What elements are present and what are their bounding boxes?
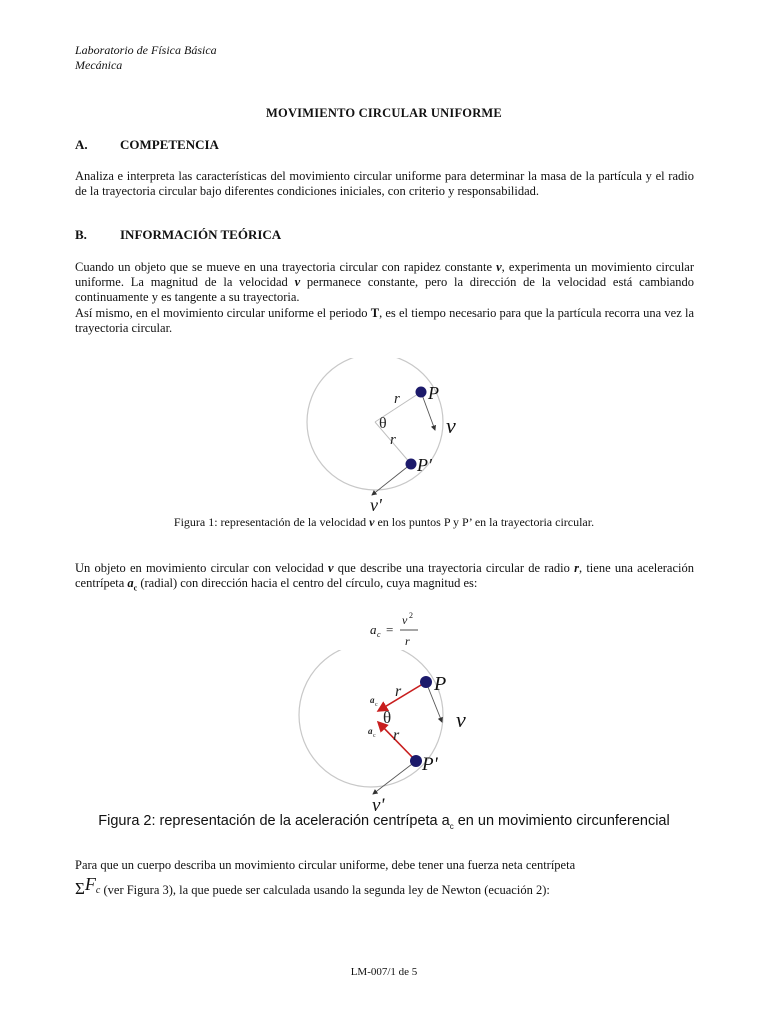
ac-label-1-sub: c (375, 702, 378, 708)
angle-theta-label-2: θ (383, 708, 392, 727)
eq-numerator-sup: 2 (409, 611, 413, 620)
p1-text-b: , experimenta un movimiento circular uniforme. La magnitud de la velocidad (75, 260, 695, 289)
velocity-label-vp: v' (370, 495, 382, 515)
point-p-label: P (428, 383, 439, 403)
header-line-2: Mecánica (75, 58, 123, 72)
section-b-paragraph-2 (75, 306, 694, 336)
point-p-label-2: P (434, 673, 447, 695)
radius-label-2: r (390, 432, 396, 448)
p1-text-a: Cuando un objeto que se mueve en una trayectoria circular con rapidez constante (75, 260, 497, 274)
point-pp-dot-2 (410, 755, 422, 767)
equation-centripetal (360, 608, 430, 652)
p2-text-b: , es el tiempo necesario para que la partícula recorra una vez la trayectoria circular. (75, 306, 694, 335)
velocity-arrow-pp-2 (373, 761, 416, 794)
page-header (75, 43, 217, 73)
p3-var-ac-sub: c (133, 583, 138, 593)
paragraph-4-line-2 (75, 874, 694, 902)
section-a-letter: A. (75, 137, 88, 152)
force-symbol-sub: c (95, 885, 101, 896)
section-b-paragraph-1 (75, 260, 694, 305)
sigma-symbol: Σ (75, 879, 85, 898)
p3-var-r: r (574, 561, 579, 575)
p3-text-a: Un objeto en movimiento circular con velocidad (75, 561, 329, 575)
section-a-title: COMPETENCIA (120, 137, 219, 152)
p4-text-line-2: (ver Figura 3), la que puede ser calculada usando la segunda ley de Newton (ecuación 2): (100, 883, 550, 897)
point-pp-dot (406, 459, 417, 470)
eq-numerator: v (402, 613, 408, 627)
force-symbol: F (84, 874, 96, 894)
fig1-caption-b: en los puntos P y P’ en la trayectoria circular. (374, 515, 595, 529)
velocity-label-v: v (446, 413, 456, 438)
p3-text-d: (radial) con dirección hacia el centro del círculo, cuya magnitud es: (137, 576, 478, 590)
figure-2-diagram (290, 650, 490, 818)
fig2-caption-b: en un movimiento circunferencial (453, 813, 670, 829)
velocity-arrow-pp (372, 464, 411, 495)
centripetal-arrow-p (378, 682, 426, 711)
section-b-title: INFORMACIÓN TEÓRICA (120, 227, 282, 242)
velocity-label-v-2: v (456, 707, 466, 732)
eq-lhs-sub: c (377, 630, 381, 639)
fig1-caption-a: Figura 1: representación de la velocidad (173, 515, 370, 529)
p3-var-v: v (328, 561, 334, 575)
angle-theta-label: θ (379, 415, 387, 432)
p2-text-a: Así mismo, en el movimiento circular uniforme el periodo (75, 306, 371, 320)
p1-var-v: v (496, 260, 502, 274)
section-a-heading (75, 137, 219, 153)
p3-text-b: que describe una trayectoria circular de radio (333, 561, 575, 575)
radius-label-2b: r (393, 727, 400, 744)
point-p-dot (416, 387, 427, 398)
paragraph-4-line-1: Para que un cuerpo describa un movimiento circular uniforme, debe tener una fuerza neta centrípeta (75, 858, 576, 872)
radius-label-1: r (394, 391, 400, 407)
eq-denominator: r (405, 634, 410, 648)
point-pp-label: P' (417, 455, 432, 475)
velocity-label-vp-2: v' (372, 795, 385, 816)
page-footer: LM-007/1 de 5 (350, 966, 418, 978)
eq-lhs: a (370, 622, 377, 637)
section-b-heading (75, 227, 281, 243)
p1-var-v2: v (294, 275, 301, 289)
figure-1-diagram (290, 358, 480, 516)
figure-1-caption (0, 515, 768, 530)
header-line-1: Laboratorio de Física Básica (75, 43, 217, 57)
ac-label-2-sub: c (373, 733, 376, 739)
p1-text-c: permanece constante, pero la dirección de la velocidad está cambiando continuamente y es tangente a su trayectoria. (75, 275, 694, 304)
p2-var-T: T (370, 306, 380, 320)
p3-var-ac: a (127, 576, 134, 590)
point-pp-label-2: P' (422, 754, 438, 775)
document-title: MOVIMIENTO CIRCULAR UNIFORME (266, 106, 502, 120)
p3-text-c: , tiene una aceleración centrípeta (75, 561, 694, 590)
section-b-letter: B. (75, 227, 87, 242)
radius-label-2a: r (395, 683, 402, 700)
fig2-caption-a: Figura 2: representación de la aceleración centrípeta a (98, 813, 450, 829)
paragraph-3 (75, 561, 694, 596)
section-a-text: Analiza e interpreta las características del movimiento circular uniforme para determinar la masa de la partícula y el radio de la trayectoria circular bajo diferentes condiciones iniciales, con criterio y responsabilidad. (75, 169, 694, 198)
figure-2-caption (0, 813, 768, 831)
eq-equals: = (386, 622, 394, 637)
ac-label-1: a (370, 695, 375, 705)
fig1-caption-v: v (369, 515, 375, 529)
ac-label-2: a (368, 726, 373, 736)
fig2-caption-sub: c (449, 821, 454, 831)
point-p-dot-2 (420, 676, 432, 688)
